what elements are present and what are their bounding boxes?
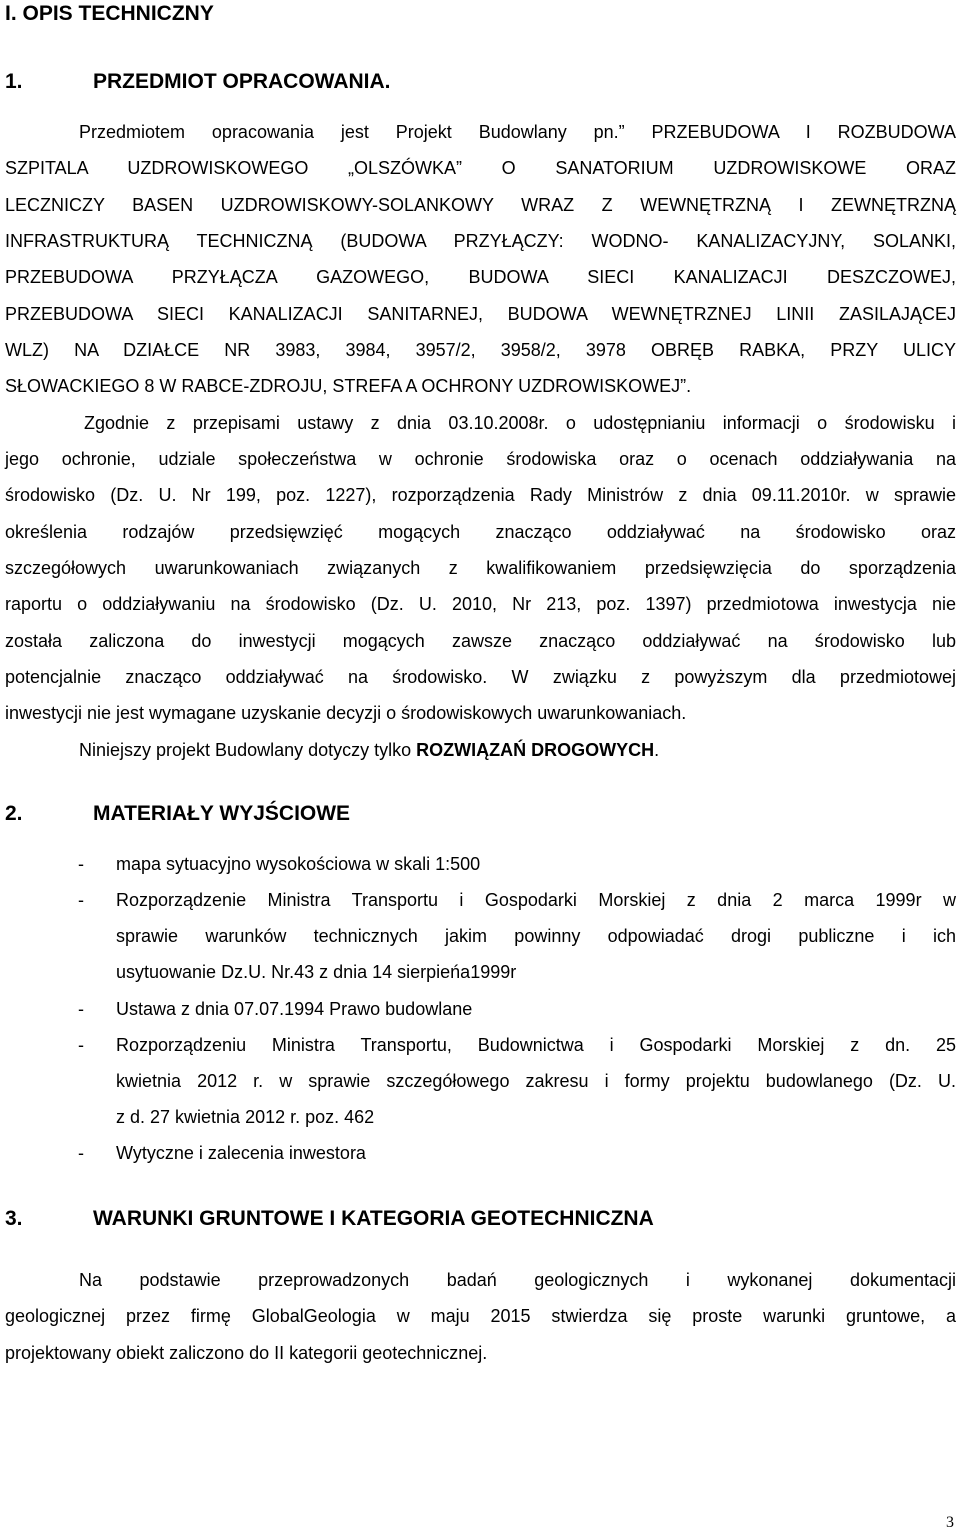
list-bullet: - [78,854,84,874]
list-item-line: z d. 27 kwietnia 2012 r. poz. 462 [116,1107,375,1127]
section1-line: WLZ) NA DZIAŁCE NR 3983, 3984, 3957/2, 3958/2, 3978 OBRĘB RABKA, PRZY ULICY [5,340,956,360]
list-item-line: usytuowanie Dz.U. Nr.43 z dnia 14 sierpieńa1999r [116,962,517,982]
list-item: Wytyczne i zalecenia inwestora [116,1143,366,1163]
section1-line: środowisko (Dz. U. Nr 199, poz. 1227), rozporządzenia Rady Ministrów z dnia 09.11.2010r. w sprawie [5,485,956,505]
section3-title: WARUNKI GRUNTOWE I KATEGORIA GEOTECHNICZNA [93,1207,654,1230]
list-item-line: kwietnia 2012 r. w sprawie szczegółowego zakresu i formy projektu budowlanego (Dz. U. [116,1071,956,1091]
section1-line: inwestycji nie jest wymagane uzyskanie decyzji o środowiskowych uwarunkowaniach. [5,703,687,723]
list-bullet: - [78,1035,84,1055]
section1-line: została zaliczona do inwestycji mogących zawsze znacząco oddziaływać na środowisko lub [5,631,956,651]
section1-line: PRZEBUDOWA PRZYŁĄCZA GAZOWEGO, BUDOWA SIECI KANALIZACJI DESZCZOWEJ, [5,267,956,287]
list-item: Rozporządzeniu Ministra Transportu, Budownictwa i Gospodarki Morskiej z dn. 25 [116,1035,956,1055]
section2-title: MATERIAŁY WYJŚCIOWE [93,802,351,825]
section1-line: Zgodnie z przepisami ustawy z dnia 03.10.2008r. o udostępnianiu informacji o środowisku i [84,413,956,433]
section1-line: jego ochronie, udziale społeczeństwa w ochronie środowiska oraz o ocenach oddziaływania na [5,449,956,469]
list-bullet: - [78,1143,84,1163]
page-number: 3 [946,1514,954,1531]
section1-line: szczegółowych uwarunkowaniach związanych z kwalifikowaniem przedsięwzięcia do sporządzenia [5,558,956,578]
section1-number: 1. [5,70,23,93]
list-item: Ustawa z dnia 07.07.1994 Prawo budowlane [116,999,473,1019]
section2-number: 2. [5,802,23,825]
section1-line: SŁOWACKIEGO 8 W RABCE-ZDROJU, STREFA A OCHRONY UZDROWISKOWEJ”. [5,376,692,396]
final-bold: ROZWIĄZAŃ DROGOWYCH [416,740,655,760]
section1-line: LECZNICZY BASEN UZDROWISKOWY-SOLANKOWY WRAZ Z WEWNĘTRZNĄ I ZEWNĘTRZNĄ [5,195,956,215]
list-item: Rozporządzenie Ministra Transportu i Gospodarki Morskiej z dnia 2 marca 1999r w [116,890,956,910]
section1-line: Przedmiotem opracowania jest Projekt Budowlany pn.” PRZEBUDOWA I ROZBUDOWA [79,122,956,142]
section1-line: PRZEBUDOWA SIECI KANALIZACJI SANITARNEJ, BUDOWA WEWNĘTRZNEJ LINII ZASILAJĄCEJ [5,304,956,324]
list-bullet: - [78,999,84,1019]
section3-line: geologicznej przez firmę GlobalGeologia w maju 2015 stwierdza się proste warunki gruntowe, a [5,1306,956,1326]
list-item: mapa sytuacyjno wysokościowa w skali 1:500 [116,854,481,874]
final-prefix: Niniejszy projekt Budowlany dotyczy tylko [79,740,417,760]
section1-line: INFRASTRUKTURĄ TECHNICZNĄ (BUDOWA PRZYŁĄCZY: WODNO- KANALIZACYJNY, SOLANKI, [5,231,956,251]
section1-line: raportu o oddziaływaniu na środowisko (Dz. U. 2010, Nr 213, poz. 1397) przedmiotowa inwestycja nie [5,594,956,614]
section3-line: projektowany obiekt zaliczono do II kategorii geotechnicznej. [5,1343,488,1363]
section1-line: określenia rodzajów przedsięwzięć mogących znacząco oddziaływać na środowisko oraz [5,522,956,542]
list-item-line: sprawie warunków technicznych jakim powinny odpowiadać drogi publiczne i ich [116,926,956,946]
section1-line: potencjalnie znacząco oddziaływać na środowisko. W związku z powyższym dla przedmiotowej [5,667,956,687]
section1-title: PRZEDMIOT OPRACOWANIA. [93,70,391,93]
section3-line: Na podstawie przeprowadzonych badań geologicznych i wykonanej dokumentacji [79,1270,956,1290]
main-heading: I. OPIS TECHNICZNY [5,2,214,25]
final-suffix: . [654,740,660,760]
section1-line: SZPITALA UZDROWISKOWEGO „OLSZÓWKA” O SANATORIUM UZDROWISKOWE ORAZ [5,158,956,178]
section3-number: 3. [5,1207,23,1230]
section1-final-line [5,740,956,760]
list-bullet: - [78,890,84,910]
